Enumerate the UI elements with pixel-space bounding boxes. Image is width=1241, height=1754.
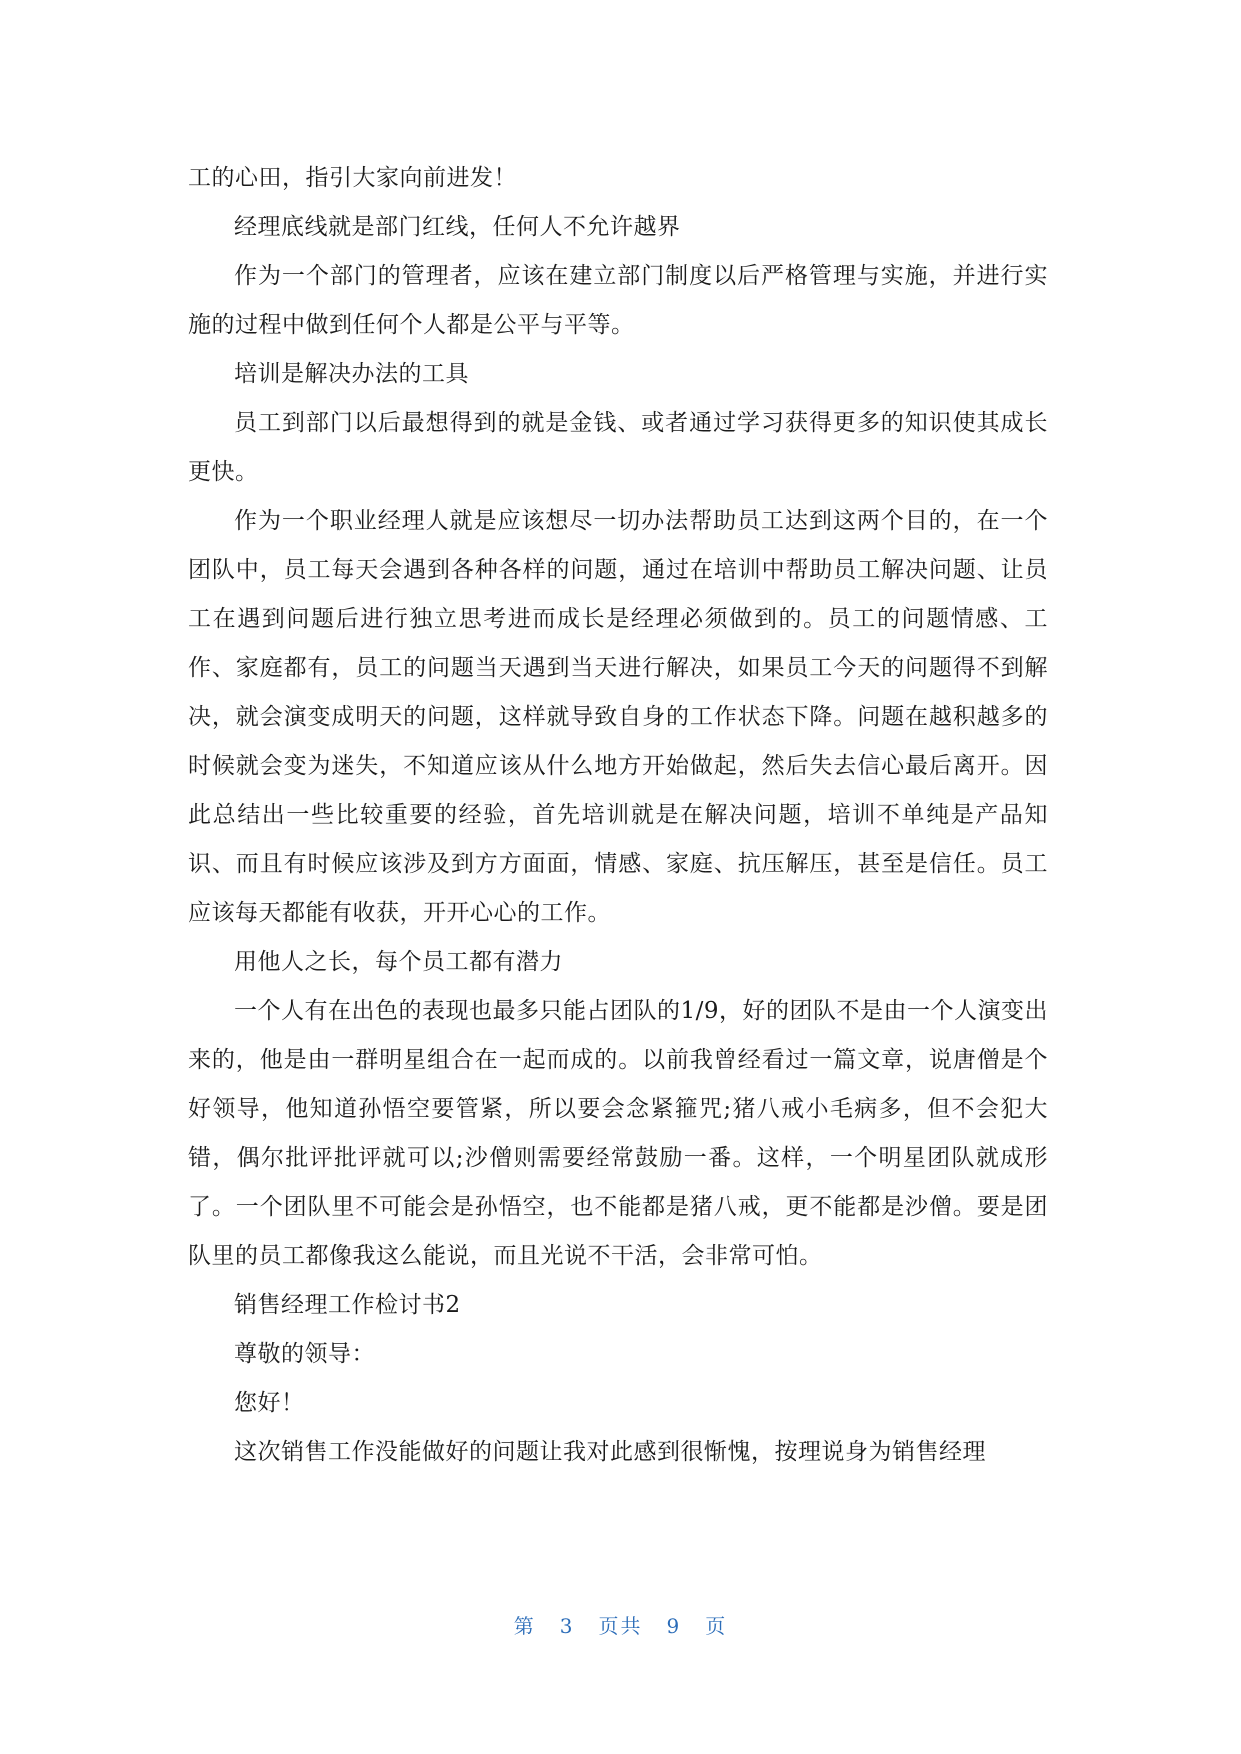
total-pages-number: 9 bbox=[666, 1614, 682, 1638]
document-body bbox=[188, 154, 1048, 1477]
paragraph: 销售经理工作检讨书2 bbox=[234, 1292, 461, 1318]
paragraph: 员工到部门以后最想得到的就是金钱、或者通过学习获得更多的知识使其成长更快。 bbox=[188, 410, 1048, 485]
paragraph: 经理底线就是部门红线，任何人不允许越界 bbox=[234, 214, 681, 240]
paragraph: 工的心田，指引大家向前进发！ bbox=[188, 165, 517, 191]
paragraph: 尊敬的领导： bbox=[234, 1341, 375, 1367]
paragraph: 您好！ bbox=[234, 1390, 305, 1416]
paragraph: 作为一个职业经理人就是应该想尽一切办法帮助员工达到这两个目的，在一个团队中，员工每天会遇到各种各样的问题，通过在培训中帮助员工解决问题、让员工在遇到问题后进行独立思考进而成长是经理必须做到的。员工的问题情感、工作、家庭都有，员工的问题当天遇到当天进行解决，如果员工今天的问题得不到解决，就会演变成明天的问题，这样就导致自身的工作状态下降。问题在越积越多的时候就会变为迷失，不知道应该从什么地方开始做起，然后失去信心最后离开。因此总结出一些比较重要的经验，首先培训就是在解决问题，培训不单纯是产品知识、而且有时候应该涉及到方方面面，情感、家庭、抗压解压，甚至是信任。员工应该每天都能有收获，开开心心的工作。 bbox=[188, 508, 1048, 926]
paragraph: 作为一个部门的管理者，应该在建立部门制度以后严格管理与实施，并进行实施的过程中做到任何个人都是公平与平等。 bbox=[188, 263, 1048, 338]
paragraph: 这次销售工作没能做好的问题让我对此感到很惭愧，按理说身为销售经理 bbox=[234, 1439, 986, 1465]
paragraph: 培训是解决办法的工具 bbox=[234, 361, 469, 387]
page-label-middle: 页共 bbox=[598, 1614, 643, 1638]
current-page-number: 3 bbox=[559, 1614, 575, 1638]
page-footer bbox=[0, 1610, 1241, 1639]
paragraph: 一个人有在出色的表现也最多只能占团队的1/9，好的团队不是由一个人演变出来的，他是由一群明星组合在一起而成的。以前我曾经看过一篇文章，说唐僧是个好领导，他知道孙悟空要管紧，所以要会念紧箍咒;猪八戒小毛病多，但不会犯大错，偶尔批评批评就可以;沙僧则需要经常鼓励一番。这样，一个明星团队就成形了。一个团队里不可能会是孙悟空，也不能都是猪八戒，更不能都是沙僧。要是团队里的员工都像我这么能说，而且光说不干活，会非常可怕。 bbox=[188, 998, 1049, 1269]
page-label-suffix: 页 bbox=[705, 1614, 728, 1638]
paragraph: 用他人之长，每个员工都有潜力 bbox=[234, 949, 563, 975]
page-label-prefix: 第 bbox=[513, 1614, 536, 1638]
